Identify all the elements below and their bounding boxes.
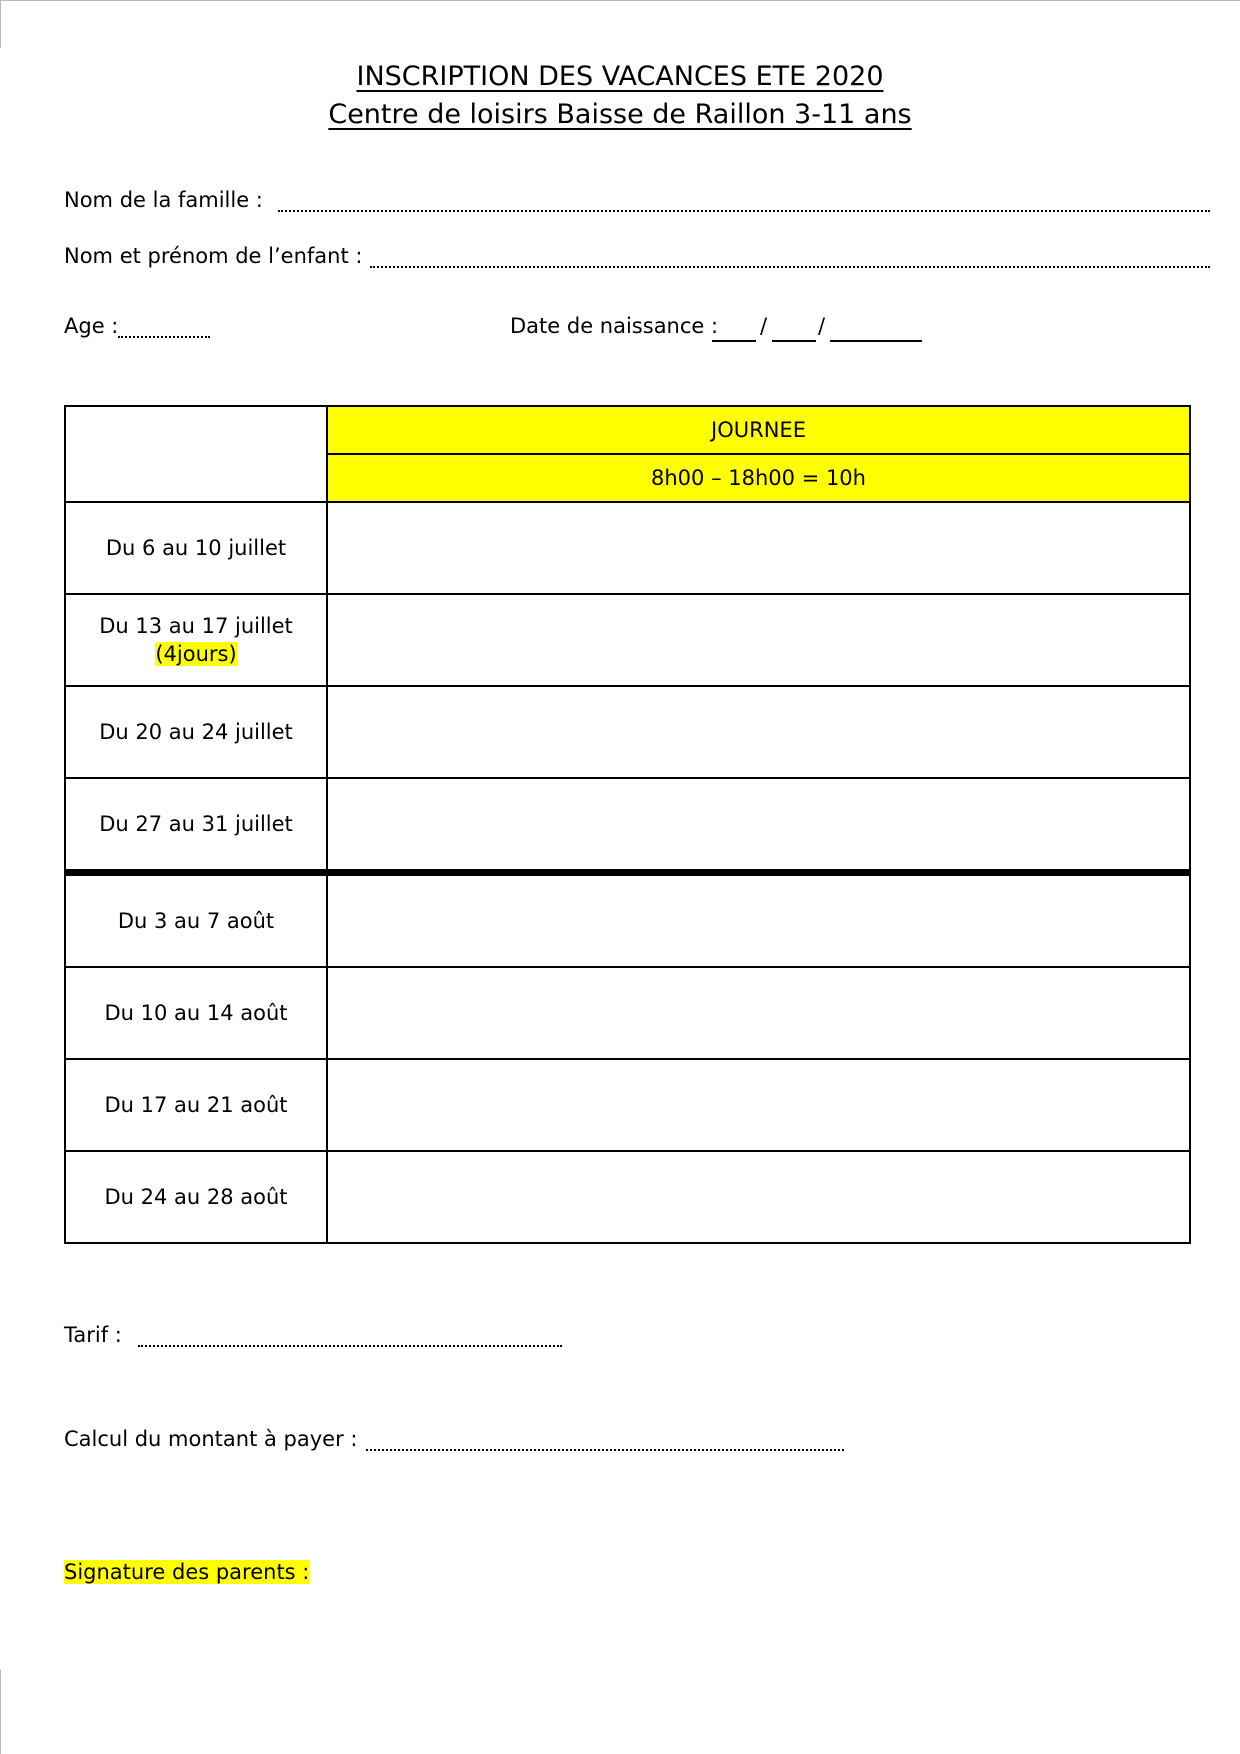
signature-label: Signature des parents :	[64, 1560, 310, 1584]
birthdate-year-field[interactable]	[830, 340, 922, 342]
week-registration-cell[interactable]	[327, 686, 1190, 778]
week-registration-cell[interactable]	[327, 873, 1190, 968]
hours-header: 8h00 – 18h00 = 10h	[327, 454, 1190, 502]
birthdate-label: Date de naissance :	[510, 314, 719, 338]
child-name-field[interactable]	[370, 266, 1210, 268]
amount-label: Calcul du montant à payer :	[64, 1427, 358, 1451]
week-label: Du 13 au 17 juillet (4jours)	[65, 594, 327, 686]
page-edge-left	[0, 0, 1, 48]
journee-header: JOURNEE	[327, 406, 1190, 454]
family-name-label: Nom de la famille :	[64, 188, 263, 212]
birthdate-month-field[interactable]	[772, 340, 816, 342]
week-registration-cell[interactable]	[327, 778, 1190, 873]
schedule-table	[64, 405, 1191, 1244]
header-empty-cell	[65, 406, 327, 502]
week-label: Du 6 au 10 juillet	[65, 502, 327, 594]
tarif-label: Tarif :	[64, 1323, 122, 1347]
week-registration-cell[interactable]	[327, 502, 1190, 594]
week-label: Du 10 au 14 août	[65, 967, 327, 1059]
week-registration-cell[interactable]	[327, 1059, 1190, 1151]
document-title: INSCRIPTION DES VACANCES ETE 2020	[356, 61, 884, 92]
week-label: Du 3 au 7 août	[65, 873, 327, 968]
age-field[interactable]	[118, 336, 210, 338]
birthdate-day-field[interactable]	[712, 340, 756, 342]
family-name-field[interactable]	[278, 210, 1210, 212]
page-edge-top	[0, 0, 1240, 1]
child-name-label: Nom et prénom de l’enfant :	[64, 244, 363, 268]
four-days-note: (4jours)	[155, 642, 237, 666]
birthdate-separator: /	[760, 314, 768, 338]
age-label: Age :	[64, 314, 119, 338]
birthdate-separator: /	[818, 314, 826, 338]
week-registration-cell[interactable]	[327, 1151, 1190, 1243]
page-edge-left-lower	[0, 1670, 1, 1754]
week-registration-cell[interactable]	[327, 967, 1190, 1059]
tarif-field[interactable]	[138, 1345, 562, 1347]
amount-field[interactable]	[366, 1449, 844, 1451]
week-registration-cell[interactable]	[327, 594, 1190, 686]
week-label: Du 17 au 21 août	[65, 1059, 327, 1151]
week-label: Du 20 au 24 juillet	[65, 686, 327, 778]
document-subtitle: Centre de loisirs Baisse de Raillon 3-11 ans	[328, 99, 912, 130]
week-label: Du 27 au 31 juillet	[65, 778, 327, 873]
week-label: Du 24 au 28 août	[65, 1151, 327, 1243]
